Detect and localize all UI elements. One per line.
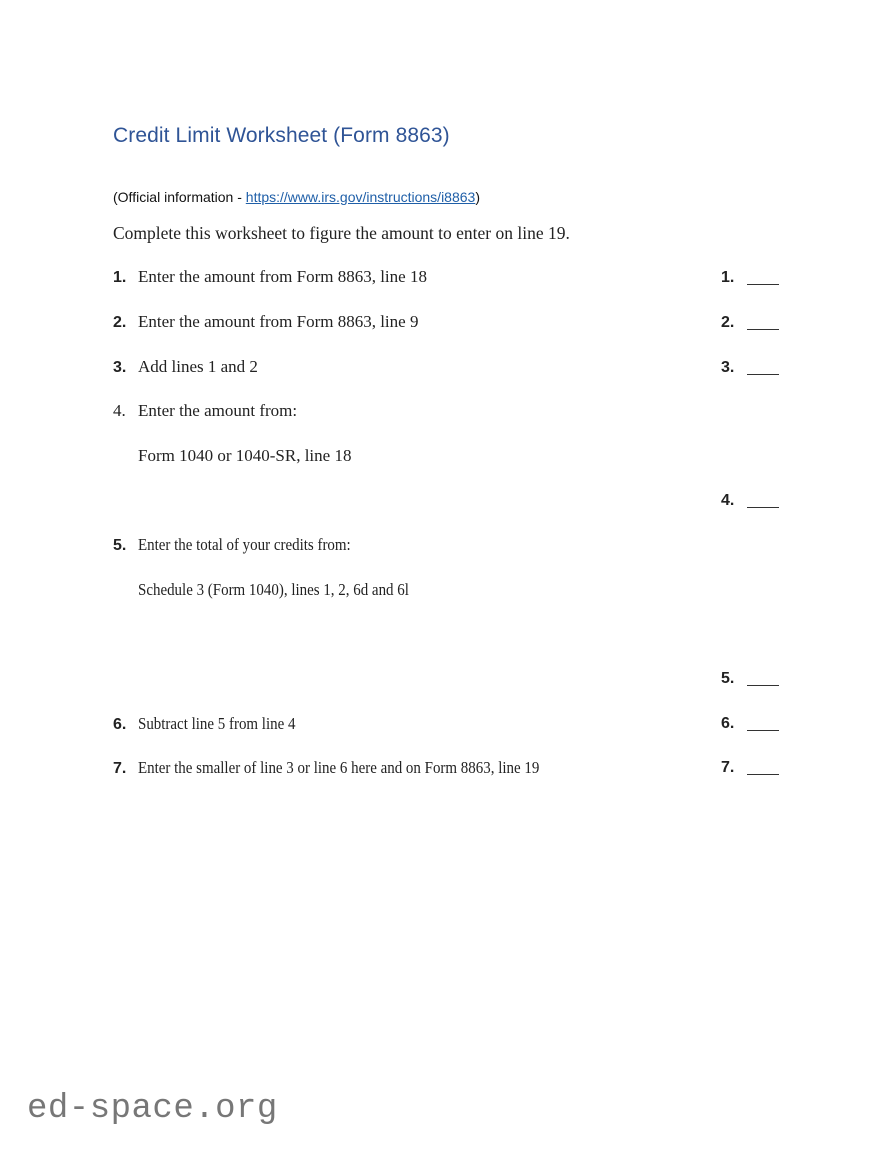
- amount-blank-4[interactable]: [747, 507, 779, 508]
- line-ref-1: 1.: [721, 269, 735, 286]
- line-text: Enter the amount from Form 8863, line 9: [138, 312, 419, 331]
- worksheet-line-6: [113, 714, 317, 734]
- line-ref-2: 2.: [721, 314, 735, 331]
- official-prefix: (Official information -: [113, 189, 246, 205]
- line-text: Enter the amount from Form 8863, line 18: [138, 267, 427, 286]
- line-number: 5.: [113, 537, 127, 554]
- amount-blank-7[interactable]: [747, 774, 779, 775]
- worksheet-line-5: [113, 535, 380, 555]
- irs-instructions-link[interactable]: https://www.irs.gov/instructions/i8863: [245, 189, 476, 205]
- watermark: ed-space.org: [27, 1090, 278, 1128]
- line-number: 2.: [113, 314, 127, 331]
- worksheet-line-3: [113, 357, 258, 377]
- worksheet-line-2: [113, 312, 418, 332]
- line-text: Add lines 1 and 2: [138, 357, 258, 376]
- line-number: 7.: [113, 760, 127, 777]
- line-text: Subtract line 5 from line 4: [138, 714, 296, 733]
- amount-blank-3[interactable]: [747, 374, 779, 375]
- line-text: Enter the total of your credits from:: [138, 535, 351, 554]
- amount-blank-6[interactable]: [747, 730, 779, 731]
- official-info: [113, 189, 480, 205]
- line-text: Enter the amount from:: [138, 401, 298, 420]
- official-suffix: ): [475, 189, 480, 205]
- line-number: 1.: [113, 269, 127, 286]
- line-text: Enter the smaller of line 3 or line 6 here and on Form 8863, line 19: [138, 758, 540, 777]
- amount-blank-2[interactable]: [747, 329, 779, 330]
- worksheet-line-7: [113, 758, 594, 778]
- line-ref-3: 3.: [721, 359, 735, 376]
- amount-blank-5[interactable]: [747, 685, 779, 686]
- worksheet-line-1: [113, 267, 427, 287]
- line-ref-5: 5.: [721, 670, 735, 687]
- line-number: 4.: [113, 401, 126, 420]
- line-ref-4: 4.: [721, 492, 735, 509]
- line-number: 3.: [113, 359, 127, 376]
- line-number: 6.: [113, 716, 127, 733]
- line-ref-7: 7.: [721, 759, 735, 776]
- line-ref-6: 6.: [721, 715, 735, 732]
- line-4-source: Form 1040 or 1040-SR, line 18: [138, 446, 352, 465]
- page-title: Credit Limit Worksheet (Form 8863): [113, 124, 450, 147]
- worksheet-line-4: [113, 401, 297, 421]
- intro-text: Complete this worksheet to figure the amount to enter on line 19.: [113, 223, 570, 243]
- amount-blank-1[interactable]: [747, 284, 779, 285]
- line-5-source: Schedule 3 (Form 1040), lines 1, 2, 6d and 6l: [138, 580, 409, 599]
